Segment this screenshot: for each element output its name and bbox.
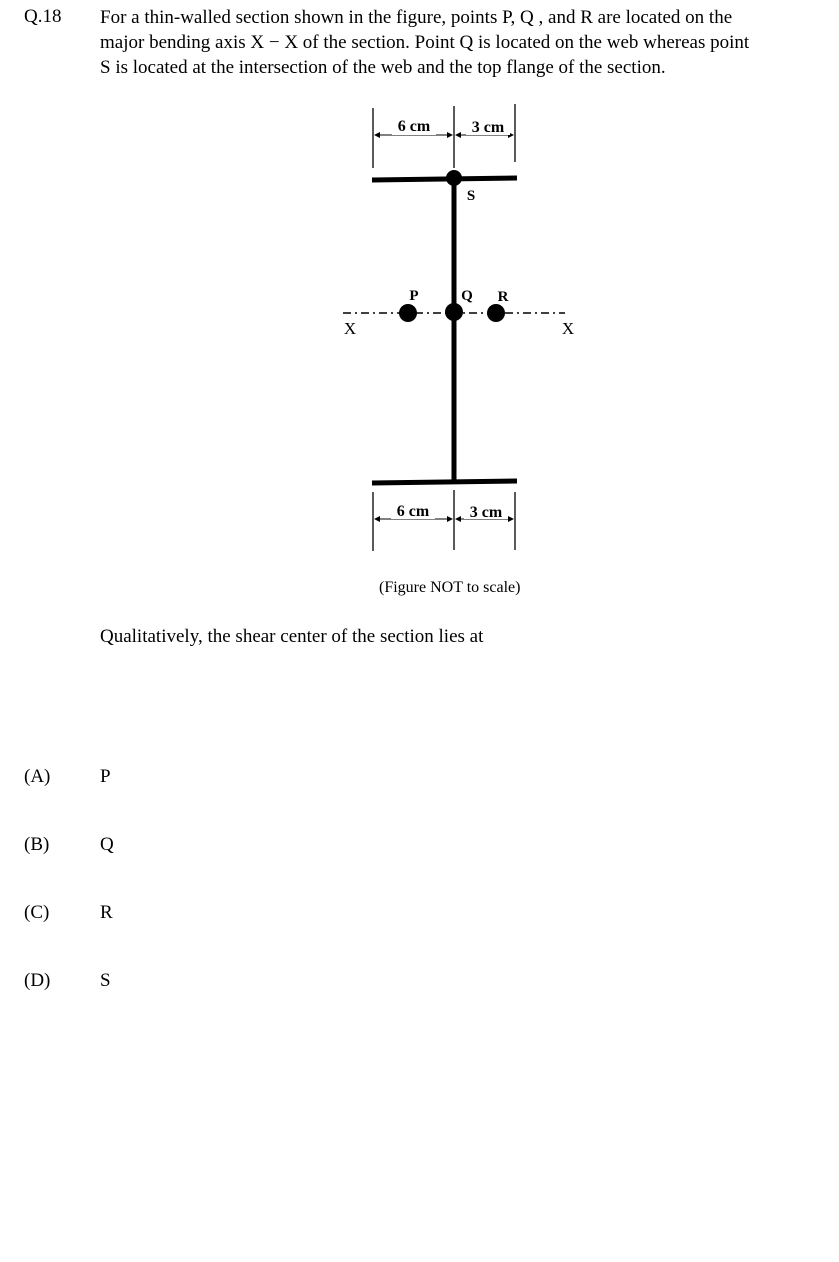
bottom-flange [372, 481, 517, 483]
point-r-marker [487, 304, 505, 322]
bottom-dim-right-label: 3 cm [469, 504, 503, 521]
point-s-marker [446, 170, 462, 186]
option-d [0, 968, 839, 998]
option-c-label: (C) [24, 902, 50, 923]
i-section-figure [0, 0, 839, 600]
top-dimension [373, 104, 515, 168]
top-dim-left-label: 6 cm [397, 118, 431, 135]
axis-label-left: X [343, 319, 357, 338]
bottom-dimension [373, 490, 515, 551]
question-prompt: Qualitatively, the shear center of the section lies at [100, 626, 484, 647]
option-d-label: (D) [24, 970, 51, 991]
point-s-label: S [466, 188, 476, 204]
axis-label-right: X [561, 319, 575, 338]
figure-caption: (Figure NOT to scale) [379, 579, 521, 596]
i-section [372, 178, 517, 483]
option-a-text: P [100, 766, 111, 787]
point-q-label: Q [461, 288, 473, 304]
option-a-label: (A) [24, 766, 51, 787]
option-b-label: (B) [24, 834, 50, 855]
option-b [0, 832, 839, 862]
option-b-text: Q [100, 834, 114, 855]
option-c [0, 900, 839, 930]
option-a [0, 764, 839, 794]
bottom-dim-left-label: 6 cm [396, 503, 430, 520]
point-r-label: R [497, 289, 509, 305]
top-dim-right-label: 3 cm [471, 119, 505, 136]
point-p-label: P [409, 288, 419, 304]
question-text-line-1: For a thin-walled section shown in the figure, points P, Q , and R are located on the [100, 7, 733, 28]
point-p-marker [399, 304, 417, 322]
question-text-line-2: major bending axis X − X of the section. Point Q is located on the web whereas point [100, 32, 750, 53]
option-d-text: S [100, 970, 111, 991]
option-c-text: R [100, 902, 113, 923]
point-q-marker [445, 303, 463, 321]
question-number: Q.18 [24, 6, 62, 27]
top-flange [372, 178, 517, 180]
question-text-line-3: S is located at the intersection of the web and the top flange of the section. [100, 57, 666, 78]
